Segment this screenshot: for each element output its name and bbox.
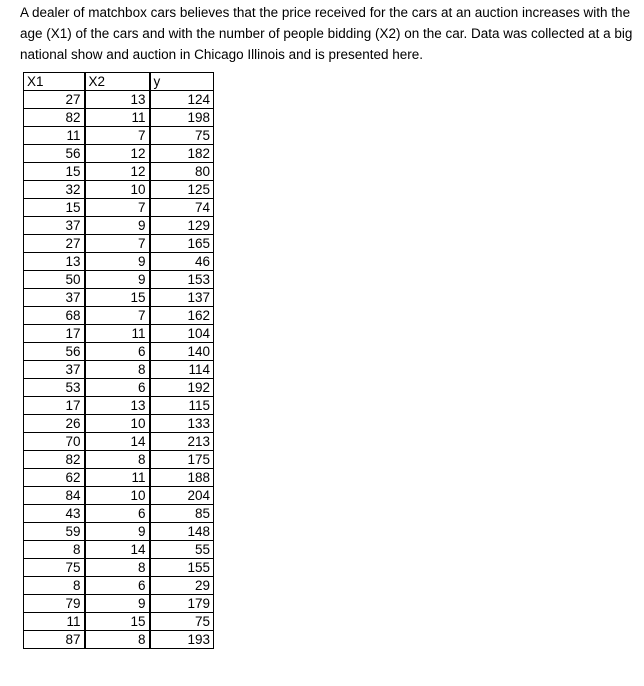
- cell-x1: 8: [24, 541, 85, 559]
- cell-y: 124: [150, 91, 214, 109]
- cell-x1: 62: [24, 469, 85, 487]
- table-row: [24, 631, 214, 649]
- cell-x2: 6: [85, 343, 150, 361]
- cell-x2: 10: [85, 487, 150, 505]
- cell-x2: 7: [85, 127, 150, 145]
- table-row: [24, 145, 214, 163]
- cell-x1: 27: [24, 235, 85, 253]
- cell-x1: 37: [24, 217, 85, 235]
- data-table: [23, 72, 214, 649]
- cell-x1: 79: [24, 595, 85, 613]
- cell-x1: 84: [24, 487, 85, 505]
- cell-x2: 15: [85, 289, 150, 307]
- cell-x1: 15: [24, 163, 85, 181]
- cell-x1: 43: [24, 505, 85, 523]
- table-row: [24, 487, 214, 505]
- cell-x1: 13: [24, 253, 85, 271]
- cell-y: 155: [150, 559, 214, 577]
- table-row: [24, 253, 214, 271]
- table-row: [24, 343, 214, 361]
- cell-x1: 87: [24, 631, 85, 649]
- cell-y: 125: [150, 181, 214, 199]
- table-row: [24, 181, 214, 199]
- cell-y: 55: [150, 541, 214, 559]
- cell-x2: 9: [85, 217, 150, 235]
- table-row: [24, 433, 214, 451]
- cell-y: 213: [150, 433, 214, 451]
- cell-x1: 50: [24, 271, 85, 289]
- cell-y: 175: [150, 451, 214, 469]
- table-row: [24, 163, 214, 181]
- table-row: [24, 307, 214, 325]
- cell-y: 129: [150, 217, 214, 235]
- cell-y: 137: [150, 289, 214, 307]
- cell-x2: 8: [85, 451, 150, 469]
- cell-x2: 9: [85, 523, 150, 541]
- cell-x1: 17: [24, 325, 85, 343]
- table-row: [24, 595, 214, 613]
- table-row: [24, 361, 214, 379]
- table-row: [24, 541, 214, 559]
- cell-x1: 53: [24, 379, 85, 397]
- cell-x2: 8: [85, 559, 150, 577]
- table-row: [24, 289, 214, 307]
- table-body: [24, 91, 214, 649]
- cell-x1: 8: [24, 577, 85, 595]
- cell-y: 192: [150, 379, 214, 397]
- cell-x1: 37: [24, 289, 85, 307]
- cell-x2: 13: [85, 397, 150, 415]
- table-row: [24, 109, 214, 127]
- cell-x1: 68: [24, 307, 85, 325]
- table-row: [24, 523, 214, 541]
- cell-x2: 12: [85, 163, 150, 181]
- cell-x1: 32: [24, 181, 85, 199]
- cell-x2: 7: [85, 199, 150, 217]
- cell-x2: 9: [85, 253, 150, 271]
- table-row: [24, 271, 214, 289]
- cell-x1: 56: [24, 145, 85, 163]
- cell-y: 29: [150, 577, 214, 595]
- cell-x2: 14: [85, 433, 150, 451]
- table-row: [24, 469, 214, 487]
- cell-x2: 8: [85, 361, 150, 379]
- cell-x2: 6: [85, 505, 150, 523]
- cell-y: 74: [150, 199, 214, 217]
- cell-y: 115: [150, 397, 214, 415]
- cell-x1: 11: [24, 127, 85, 145]
- cell-x2: 10: [85, 181, 150, 199]
- intro-paragraph: [20, 2, 640, 65]
- cell-x2: 6: [85, 577, 150, 595]
- cell-y: 133: [150, 415, 214, 433]
- cell-x2: 14: [85, 541, 150, 559]
- cell-x1: 15: [24, 199, 85, 217]
- cell-x2: 13: [85, 91, 150, 109]
- cell-x1: 75: [24, 559, 85, 577]
- cell-y: 114: [150, 361, 214, 379]
- cell-x2: 9: [85, 595, 150, 613]
- header-y: y: [150, 73, 214, 91]
- table-row: [24, 451, 214, 469]
- cell-x1: 59: [24, 523, 85, 541]
- cell-y: 165: [150, 235, 214, 253]
- table-row: [24, 559, 214, 577]
- table-row: [24, 613, 214, 631]
- cell-x2: 6: [85, 379, 150, 397]
- table-row: [24, 127, 214, 145]
- cell-x2: 11: [85, 469, 150, 487]
- cell-x1: 17: [24, 397, 85, 415]
- cell-y: 104: [150, 325, 214, 343]
- cell-x2: 12: [85, 145, 150, 163]
- cell-x1: 37: [24, 361, 85, 379]
- header-x1: X1: [24, 73, 85, 91]
- cell-x2: 11: [85, 325, 150, 343]
- intro-line-2: age (X1) of the cars and with the number of people bidding (X2) on the car. Data was collected at a big: [20, 26, 633, 41]
- cell-y: 153: [150, 271, 214, 289]
- cell-x1: 70: [24, 433, 85, 451]
- intro-line-3: national show and auction in Chicago Illinois and is presented here.: [20, 47, 424, 62]
- cell-y: 179: [150, 595, 214, 613]
- cell-x2: 7: [85, 235, 150, 253]
- cell-y: 198: [150, 109, 214, 127]
- cell-x2: 11: [85, 109, 150, 127]
- table-row: [24, 415, 214, 433]
- cell-y: 204: [150, 487, 214, 505]
- table-header-row: [24, 73, 214, 91]
- cell-x1: 26: [24, 415, 85, 433]
- table-row: [24, 91, 214, 109]
- cell-x1: 82: [24, 451, 85, 469]
- table-row: [24, 217, 214, 235]
- table-row: [24, 505, 214, 523]
- cell-y: 182: [150, 145, 214, 163]
- cell-y: 148: [150, 523, 214, 541]
- cell-y: 80: [150, 163, 214, 181]
- cell-y: 46: [150, 253, 214, 271]
- cell-x2: 10: [85, 415, 150, 433]
- cell-x2: 7: [85, 307, 150, 325]
- header-x2: X2: [85, 73, 150, 91]
- cell-y: 193: [150, 631, 214, 649]
- cell-y: 140: [150, 343, 214, 361]
- table-row: [24, 235, 214, 253]
- cell-x2: 9: [85, 271, 150, 289]
- table-row: [24, 325, 214, 343]
- cell-x1: 27: [24, 91, 85, 109]
- table-row: [24, 577, 214, 595]
- cell-y: 162: [150, 307, 214, 325]
- table-row: [24, 199, 214, 217]
- cell-x2: 15: [85, 613, 150, 631]
- cell-y: 75: [150, 613, 214, 631]
- table-row: [24, 379, 214, 397]
- cell-y: 85: [150, 505, 214, 523]
- cell-y: 75: [150, 127, 214, 145]
- cell-x1: 11: [24, 613, 85, 631]
- table-row: [24, 397, 214, 415]
- cell-x2: 8: [85, 631, 150, 649]
- cell-x1: 82: [24, 109, 85, 127]
- cell-y: 188: [150, 469, 214, 487]
- intro-line-1: A dealer of matchbox cars believes that the price received for the cars at an auction increases with the: [20, 5, 631, 20]
- cell-x1: 56: [24, 343, 85, 361]
